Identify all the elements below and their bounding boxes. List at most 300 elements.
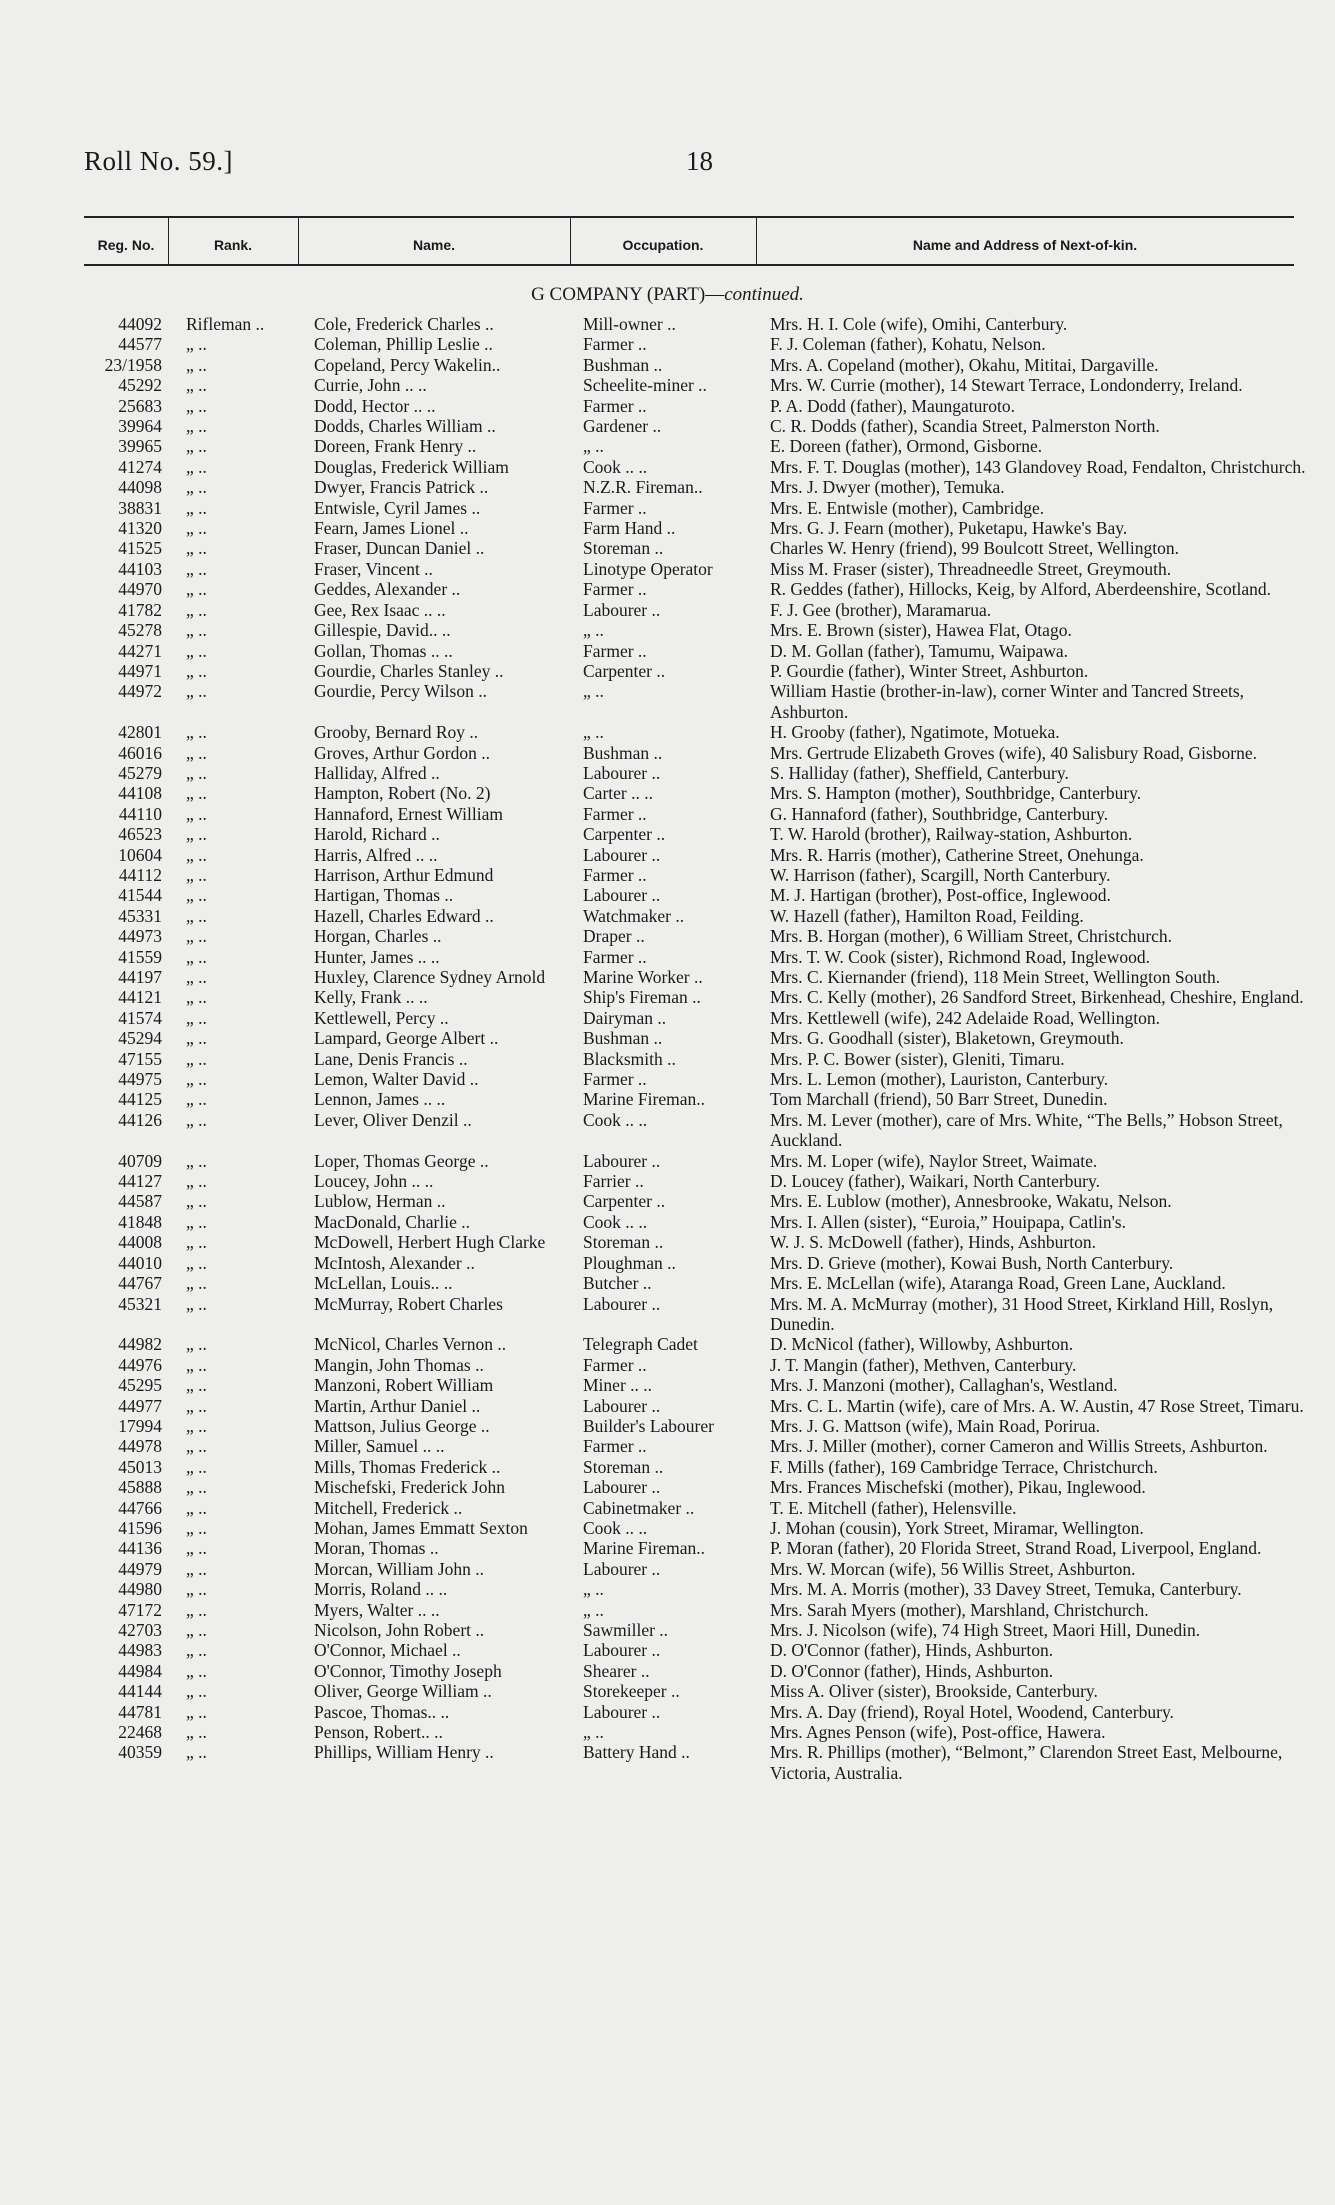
name-cell: Lemon, Walter David ..: [314, 1069, 479, 1090]
rank-cell: „ ..: [186, 1620, 207, 1640]
occupation-cell: Sawmiller ..: [583, 1620, 669, 1640]
occupation-cell: Cook .. ..: [583, 1211, 648, 1232]
roll-table-body: [84, 314, 1316, 1783]
rank-cell: „ ..: [186, 987, 207, 1008]
reg-number-cell: 44978: [118, 1436, 162, 1457]
reg-number-cell: 44010: [118, 1252, 162, 1273]
occupation-cell: Carpenter ..: [583, 660, 666, 681]
next-of-kin-cell: G. Hannaford (father), Southbridge, Canterbury.: [770, 803, 1109, 824]
occupation-cell: Farmer ..: [583, 946, 647, 967]
next-of-kin-cell: Mrs. R. Phillips (mother), “Belmont,” Clarendon Street East, Melbourne, Victoria, Australia.: [770, 1742, 1283, 1783]
roll-table: [84, 314, 1316, 1783]
rank-cell: „ ..: [186, 946, 207, 967]
table-row: [84, 1008, 1316, 1028]
next-of-kin-cell: Mrs. A. Copeland (mother), Okahu, Mititai, Dargaville.: [770, 354, 1159, 375]
rank-cell: „ ..: [186, 1436, 207, 1457]
rank-cell: Rifleman ..: [186, 314, 265, 334]
occupation-cell: Farmer ..: [583, 395, 647, 416]
reg-number-cell: 39964: [118, 416, 162, 437]
reg-number-cell: 39965: [118, 436, 162, 457]
name-cell: Morris, Roland .. ..: [314, 1579, 448, 1600]
name-cell: Hannaford, Ernest William: [314, 803, 503, 824]
next-of-kin-cell: H. Grooby (father), Ngatimote, Motueka.: [770, 722, 1060, 743]
next-of-kin-cell: Mrs. I. Allen (sister), “Euroia,” Houipapa, Catlin's.: [770, 1211, 1126, 1232]
rank-cell: „ ..: [186, 375, 207, 396]
rank-cell: „ ..: [186, 681, 207, 702]
name-cell: Gollan, Thomas .. ..: [314, 640, 453, 661]
reg-number-cell: 41848: [118, 1211, 162, 1232]
table-row: [84, 1661, 1316, 1681]
reg-number-cell: 44979: [118, 1558, 162, 1579]
name-cell: Oliver, George William ..: [314, 1681, 492, 1702]
table-row: [84, 1355, 1316, 1375]
table-row: [84, 1640, 1316, 1660]
table-row: [84, 1028, 1316, 1048]
rank-cell: „ ..: [186, 620, 207, 641]
name-cell: Horgan, Charles ..: [314, 926, 442, 947]
next-of-kin-cell: T. E. Mitchell (father), Helensville.: [770, 1497, 1017, 1518]
rank-cell: „ ..: [186, 1558, 207, 1579]
next-of-kin-cell: P. Moran (father), 20 Florida Street, Strand Road, Liverpool, England.: [770, 1538, 1262, 1559]
reg-number-cell: 45278: [118, 620, 162, 641]
rank-cell: „ ..: [186, 1681, 207, 1702]
next-of-kin-cell: Mrs. W. Currie (mother), 14 Stewart Terrace, Londonderry, Ireland.: [770, 375, 1243, 396]
rank-cell: „ ..: [186, 1028, 207, 1049]
next-of-kin-cell: J. T. Mangin (father), Methven, Canterbury.: [770, 1354, 1077, 1375]
reg-number-cell: 45888: [118, 1477, 162, 1498]
rank-cell: „ ..: [186, 518, 207, 539]
name-cell: Mitchell, Frederick ..: [314, 1497, 463, 1518]
roll-number: Roll No. 59.]: [84, 146, 234, 176]
name-cell: Harris, Alfred .. ..: [314, 844, 438, 865]
occupation-cell: Bushman ..: [583, 1028, 663, 1049]
name-cell: Dodd, Hector .. ..: [314, 395, 436, 416]
next-of-kin-cell: D. M. Gollan (father), Tamumu, Waipawa.: [770, 640, 1069, 661]
next-of-kin-cell: J. Mohan (cousin), York Street, Miramar, Wellington.: [770, 1517, 1144, 1538]
next-of-kin-cell: Mrs. E. McLellan (wife), Ataranga Road, Green Lane, Auckland.: [770, 1273, 1226, 1294]
table-row: [84, 1171, 1316, 1191]
reg-number-cell: 45295: [118, 1375, 162, 1396]
next-of-kin-cell: Mrs. J. G. Mattson (wife), Main Road, Porirua.: [770, 1415, 1101, 1436]
table-row: [84, 1457, 1316, 1477]
name-cell: Currie, John .. ..: [314, 375, 427, 396]
name-cell: Fraser, Vincent ..: [314, 558, 433, 579]
occupation-cell: Builder's Labourer: [583, 1415, 714, 1436]
rank-cell: „ ..: [186, 1069, 207, 1090]
reg-number-cell: 44127: [118, 1171, 162, 1192]
table-row: [84, 1375, 1316, 1395]
reg-number-cell: 44972: [118, 681, 162, 702]
name-cell: Grooby, Bernard Roy ..: [314, 722, 479, 743]
reg-number-cell: 46523: [118, 824, 162, 845]
rank-cell: „ ..: [186, 1599, 207, 1620]
reg-number-cell: 44136: [118, 1538, 162, 1559]
reg-number-cell: 44577: [118, 334, 162, 355]
rank-cell: „ ..: [186, 783, 207, 804]
name-cell: Lever, Oliver Denzil ..: [314, 1109, 472, 1130]
rank-cell: „ ..: [186, 354, 207, 375]
reg-number-cell: 44098: [118, 477, 162, 498]
name-cell: O'Connor, Michael ..: [314, 1640, 461, 1661]
reg-number-cell: 44975: [118, 1069, 162, 1090]
reg-number-cell: 44092: [118, 314, 162, 334]
name-cell: Hartigan, Thomas ..: [314, 885, 454, 906]
reg-number-cell: 44971: [118, 660, 162, 681]
rank-cell: „ ..: [186, 1538, 207, 1559]
next-of-kin-cell: Mrs. M. A. McMurray (mother), 31 Hood Street, Kirkland Hill, Roslyn, Dunedin.: [770, 1293, 1274, 1334]
table-row: [84, 906, 1316, 926]
reg-number-cell: 44781: [118, 1701, 162, 1722]
rank-cell: „ ..: [186, 477, 207, 498]
table-row: [84, 661, 1316, 681]
name-cell: Mangin, John Thomas ..: [314, 1354, 484, 1375]
occupation-cell: Labourer ..: [583, 599, 661, 620]
occupation-cell: Farmer ..: [583, 864, 647, 885]
name-cell: Miller, Samuel .. ..: [314, 1436, 445, 1457]
next-of-kin-cell: Mrs. Gertrude Elizabeth Groves (wife), 40 Salisbury Road, Gisborne.: [770, 742, 1257, 763]
reg-number-cell: 41274: [118, 456, 162, 477]
table-row: [84, 1600, 1316, 1620]
occupation-cell: N.Z.R. Fireman..: [583, 477, 703, 498]
name-cell: MacDonald, Charlie ..: [314, 1211, 470, 1232]
reg-number-cell: 45013: [118, 1456, 162, 1477]
occupation-cell: Marine Fireman..: [583, 1089, 705, 1110]
reg-number-cell: 44126: [118, 1109, 162, 1130]
name-cell: Halliday, Alfred ..: [314, 762, 440, 783]
next-of-kin-cell: D. O'Connor (father), Hinds, Ashburton.: [770, 1640, 1054, 1661]
rank-cell: „ ..: [186, 1252, 207, 1273]
next-of-kin-cell: R. Geddes (father), Hillocks, Keig, by Alford, Aberdeenshire, Scotland.: [770, 579, 1272, 600]
occupation-cell: Farmer ..: [583, 579, 647, 600]
name-cell: Hazell, Charles Edward ..: [314, 905, 494, 926]
reg-number-cell: 44121: [118, 987, 162, 1008]
reg-number-cell: 22468: [118, 1722, 162, 1743]
rank-cell: „ ..: [186, 1477, 207, 1498]
name-cell: Lennon, James .. ..: [314, 1089, 446, 1110]
section-title: G COMPANY (PART)—: [531, 284, 725, 305]
rank-cell: „ ..: [186, 1395, 207, 1416]
occupation-cell: Labourer ..: [583, 1293, 661, 1314]
reg-number-cell: 41782: [118, 599, 162, 620]
name-cell: Mills, Thomas Frederick ..: [314, 1456, 501, 1477]
table-row: [84, 1232, 1316, 1252]
name-cell: Fraser, Duncan Daniel ..: [314, 538, 485, 559]
table-row: [84, 1049, 1316, 1069]
reg-number-cell: 44983: [118, 1640, 162, 1661]
name-cell: Penson, Robert.. ..: [314, 1722, 443, 1743]
rank-cell: „ ..: [186, 926, 207, 947]
reg-number-cell: 44970: [118, 579, 162, 600]
next-of-kin-cell: Mrs. J. Manzoni (mother), Callaghan's, Westland.: [770, 1375, 1118, 1396]
reg-number-cell: 40709: [118, 1150, 162, 1171]
column-header-rank: Rank.: [213, 237, 253, 253]
reg-number-cell: 17994: [118, 1415, 162, 1436]
next-of-kin-cell: Mrs. H. I. Cole (wife), Omihi, Canterbury.: [770, 314, 1068, 334]
reg-number-cell: 41525: [118, 538, 162, 559]
reg-number-cell: 44587: [118, 1191, 162, 1212]
table-row: [84, 559, 1316, 579]
next-of-kin-cell: Mrs. M. Lever (mother), care of Mrs. White, “The Bells,” Hobson Street, Auckland.: [770, 1109, 1283, 1151]
reg-number-cell: 42801: [118, 722, 162, 743]
section-heading: [0, 284, 1335, 306]
reg-number-cell: 41320: [118, 518, 162, 539]
rank-cell: „ ..: [186, 640, 207, 661]
next-of-kin-cell: Mrs. G. J. Fearn (mother), Puketapu, Hawke's Bay.: [770, 518, 1128, 539]
header-top-rule: [84, 216, 1294, 218]
next-of-kin-cell: Mrs. G. Goodhall (sister), Blaketown, Greymouth.: [770, 1028, 1124, 1049]
name-cell: Gillespie, David.. ..: [314, 620, 451, 641]
occupation-cell: Draper ..: [583, 926, 645, 947]
table-row: [84, 1742, 1316, 1783]
name-cell: McMurray, Robert Charles: [314, 1293, 503, 1314]
name-cell: Hampton, Robert (No. 2): [314, 783, 491, 804]
column-header-occupation: Occupation.: [622, 237, 704, 253]
rank-cell: „ ..: [186, 558, 207, 579]
occupation-cell: Labourer ..: [583, 1640, 661, 1661]
table-row: [84, 579, 1316, 599]
rank-cell: „ ..: [186, 1375, 207, 1396]
table-row: [84, 926, 1316, 946]
rank-cell: „ ..: [186, 395, 207, 416]
name-cell: Mischefski, Frederick John: [314, 1477, 506, 1498]
rank-cell: „ ..: [186, 1701, 207, 1722]
table-row: [84, 1538, 1316, 1558]
occupation-cell: Cook .. ..: [583, 1109, 648, 1130]
name-cell: O'Connor, Timothy Joseph: [314, 1660, 502, 1681]
table-row: [84, 1620, 1316, 1640]
occupation-cell: „ ..: [583, 436, 604, 457]
occupation-cell: Labourer ..: [583, 1395, 661, 1416]
next-of-kin-cell: Mrs. E. Lublow (mother), Annesbrooke, Wakatu, Nelson.: [770, 1191, 1172, 1212]
next-of-kin-cell: Mrs. M. A. Morris (mother), 33 Davey Street, Temuka, Canterbury.: [770, 1579, 1242, 1600]
next-of-kin-cell: Charles W. Henry (friend), 99 Boulcott Street, Wellington.: [770, 538, 1179, 559]
occupation-cell: Ploughman ..: [583, 1252, 676, 1273]
rank-cell: „ ..: [186, 1415, 207, 1436]
reg-number-cell: 45294: [118, 1028, 162, 1049]
occupation-cell: Labourer ..: [583, 1150, 661, 1171]
table-row: [84, 1559, 1316, 1579]
next-of-kin-cell: Mrs. J. Nicolson (wife), 74 High Street, Maori Hill, Dunedin.: [770, 1620, 1201, 1640]
next-of-kin-cell: P. A. Dodd (father), Maungaturoto.: [770, 395, 1015, 416]
table-row: [84, 1212, 1316, 1232]
rank-cell: „ ..: [186, 1640, 207, 1661]
occupation-cell: Battery Hand ..: [583, 1742, 690, 1763]
name-cell: Dodds, Charles William ..: [314, 416, 496, 437]
table-row: [84, 1294, 1316, 1335]
name-cell: Pascoe, Thomas.. ..: [314, 1701, 450, 1722]
name-cell: Mohan, James Emmatt Sexton: [314, 1517, 528, 1538]
name-cell: Douglas, Frederick William: [314, 456, 509, 477]
table-row: [84, 1702, 1316, 1722]
occupation-cell: „ ..: [583, 1722, 604, 1743]
column-header-reg-no: Reg. No.: [97, 237, 155, 253]
occupation-cell: Cabinetmaker ..: [583, 1497, 695, 1518]
occupation-cell: Cook .. ..: [583, 1517, 648, 1538]
rank-cell: „ ..: [186, 579, 207, 600]
name-cell: Fearn, James Lionel ..: [314, 518, 469, 539]
next-of-kin-cell: D. McNicol (father), Willowby, Ashburton.: [770, 1334, 1074, 1355]
reg-number-cell: 44110: [118, 803, 162, 824]
next-of-kin-cell: Mrs. W. Morcan (wife), 56 Willis Street, Ashburton.: [770, 1558, 1136, 1579]
reg-number-cell: 41574: [118, 1007, 162, 1028]
table-row: [84, 804, 1316, 824]
reg-number-cell: 44144: [118, 1681, 162, 1702]
next-of-kin-cell: Mrs. C. Kiernander (friend), 118 Mein Street, Wellington South.: [770, 967, 1221, 987]
table-row: [84, 1477, 1316, 1497]
next-of-kin-cell: Mrs. Sarah Myers (mother), Marshland, Christchurch.: [770, 1599, 1149, 1620]
rank-cell: „ ..: [186, 334, 207, 355]
occupation-cell: Telegraph Cadet: [583, 1334, 698, 1355]
occupation-cell: Farmer ..: [583, 1069, 647, 1090]
table-row: [84, 457, 1316, 477]
rank-cell: „ ..: [186, 1171, 207, 1192]
occupation-cell: Dairyman ..: [583, 1007, 667, 1028]
next-of-kin-cell: W. Harrison (father), Scargill, North Canterbury.: [770, 864, 1111, 885]
rank-cell: „ ..: [186, 967, 207, 987]
next-of-kin-cell: Mrs. C. Kelly (mother), 26 Sandford Street, Birkenhead, Cheshire, England.: [770, 987, 1304, 1008]
next-of-kin-cell: Mrs. E. Entwisle (mother), Cambridge.: [770, 497, 1045, 518]
reg-number-cell: 44766: [118, 1497, 162, 1518]
table-row: [84, 743, 1316, 763]
reg-number-cell: 41544: [118, 885, 162, 906]
occupation-cell: Carter .. ..: [583, 783, 653, 804]
column-header-next-of-kin: Name and Address of Next-of-kin.: [912, 237, 1138, 253]
next-of-kin-cell: F. Mills (father), 169 Cambridge Terrace, Christchurch.: [770, 1456, 1158, 1477]
reg-number-cell: 44980: [118, 1579, 162, 1600]
next-of-kin-cell: Mrs. M. Loper (wife), Naylor Street, Waimate.: [770, 1150, 1098, 1171]
table-row: [84, 1518, 1316, 1538]
next-of-kin-cell: Mrs. A. Day (friend), Royal Hotel, Woodend, Canterbury.: [770, 1701, 1174, 1722]
name-cell: Dwyer, Francis Patrick ..: [314, 477, 489, 498]
rank-cell: „ ..: [186, 1150, 207, 1171]
occupation-cell: Butcher ..: [583, 1273, 652, 1294]
occupation-cell: Farmer ..: [583, 803, 647, 824]
occupation-cell: Farrier ..: [583, 1171, 644, 1192]
reg-number-cell: 10604: [118, 844, 162, 865]
reg-number-cell: 45292: [118, 375, 162, 396]
reg-number-cell: 44008: [118, 1232, 162, 1253]
occupation-cell: Marine Worker ..: [583, 967, 703, 987]
rank-cell: „ ..: [186, 1334, 207, 1355]
name-cell: Harold, Richard ..: [314, 824, 440, 845]
table-row: [84, 1498, 1316, 1518]
next-of-kin-cell: Mrs. Frances Mischefski (mother), Pikau, Inglewood.: [770, 1477, 1146, 1498]
rank-cell: „ ..: [186, 436, 207, 457]
table-row: [84, 1334, 1316, 1354]
name-cell: Doreen, Frank Henry ..: [314, 436, 477, 457]
next-of-kin-cell: P. Gourdie (father), Winter Street, Ashburton.: [770, 660, 1089, 681]
table-row: [84, 885, 1316, 905]
occupation-cell: Farmer ..: [583, 334, 647, 355]
table-row: [84, 1436, 1316, 1456]
next-of-kin-cell: Mrs. F. T. Douglas (mother), 143 Glandovey Road, Fendalton, Christchurch.: [770, 456, 1306, 477]
reg-number-cell: 44984: [118, 1660, 162, 1681]
table-row: [84, 334, 1316, 354]
rank-cell: „ ..: [186, 1211, 207, 1232]
rank-cell: „ ..: [186, 1497, 207, 1518]
next-of-kin-cell: Miss A. Oliver (sister), Brookside, Canterbury.: [770, 1681, 1098, 1702]
reg-number-cell: 44112: [118, 864, 162, 885]
table-row: [84, 416, 1316, 436]
table-row: [84, 436, 1316, 456]
occupation-cell: Farmer ..: [583, 1436, 647, 1457]
table-row: [84, 1579, 1316, 1599]
rank-cell: „ ..: [186, 1579, 207, 1600]
name-cell: McNicol, Charles Vernon ..: [314, 1334, 507, 1355]
rank-cell: „ ..: [186, 803, 207, 824]
rank-cell: „ ..: [186, 1293, 207, 1314]
next-of-kin-cell: Mrs. J. Dwyer (mother), Temuka.: [770, 477, 1005, 498]
name-cell: Moran, Thomas ..: [314, 1538, 439, 1559]
header-bottom-rule: [84, 264, 1294, 266]
reg-number-cell: 41596: [118, 1517, 162, 1538]
reg-number-cell: 23/1958: [104, 354, 162, 375]
table-row: [84, 396, 1316, 416]
rank-cell: „ ..: [186, 660, 207, 681]
reg-number-cell: 45331: [118, 905, 162, 926]
occupation-cell: Storeman ..: [583, 538, 664, 559]
reg-number-cell: 44973: [118, 926, 162, 947]
name-cell: Kelly, Frank .. ..: [314, 987, 428, 1008]
occupation-cell: Shearer ..: [583, 1660, 650, 1681]
rank-cell: „ ..: [186, 416, 207, 437]
rank-cell: „ ..: [186, 885, 207, 906]
occupation-cell: Blacksmith ..: [583, 1048, 676, 1069]
name-cell: Lublow, Herman ..: [314, 1191, 446, 1212]
reg-number-cell: 38831: [118, 497, 162, 518]
rank-cell: „ ..: [186, 864, 207, 885]
table-row: [84, 1151, 1316, 1171]
name-cell: Martin, Arthur Daniel ..: [314, 1395, 481, 1416]
rank-cell: „ ..: [186, 905, 207, 926]
occupation-cell: Carpenter ..: [583, 824, 666, 845]
rank-cell: „ ..: [186, 1191, 207, 1212]
next-of-kin-cell: C. R. Dodds (father), Scandia Street, Palmerston North.: [770, 416, 1160, 437]
name-cell: Gourdie, Percy Wilson ..: [314, 681, 487, 702]
table-row: [84, 1722, 1316, 1742]
rank-cell: „ ..: [186, 1109, 207, 1130]
occupation-cell: Farmer ..: [583, 497, 647, 518]
rank-cell: „ ..: [186, 599, 207, 620]
next-of-kin-cell: Mrs. C. L. Martin (wife), care of Mrs. A. W. Austin, 47 Rose Street, Timaru.: [770, 1395, 1304, 1416]
name-cell: McLellan, Louis.. ..: [314, 1273, 453, 1294]
reg-number-cell: 44977: [118, 1395, 162, 1416]
rank-cell: „ ..: [186, 824, 207, 845]
name-cell: McIntosh, Alexander ..: [314, 1252, 475, 1273]
section-continued: continued.: [724, 284, 804, 305]
reg-number-cell: 45279: [118, 762, 162, 783]
next-of-kin-cell: S. Halliday (father), Sheffield, Canterbury.: [770, 762, 1069, 783]
table-row: [84, 1416, 1316, 1436]
page-number: 18: [686, 146, 713, 176]
reg-number-cell: 46016: [118, 742, 162, 763]
name-cell: Entwisle, Cyril James ..: [314, 497, 481, 518]
column-header-name: Name.: [412, 237, 456, 253]
occupation-cell: Watchmaker ..: [583, 905, 685, 926]
reg-number-cell: 47172: [118, 1599, 162, 1620]
table-row: [84, 355, 1316, 375]
table-row: [84, 375, 1316, 395]
rank-cell: „ ..: [186, 456, 207, 477]
reg-number-cell: 44982: [118, 1334, 162, 1355]
occupation-cell: Labourer ..: [583, 885, 661, 906]
occupation-cell: Bushman ..: [583, 742, 663, 763]
occupation-cell: Bushman ..: [583, 354, 663, 375]
next-of-kin-cell: Mrs. T. W. Cook (sister), Richmond Road, Inglewood.: [770, 946, 1150, 967]
table-row: [84, 824, 1316, 844]
next-of-kin-cell: F. J. Gee (brother), Maramarua.: [770, 599, 992, 620]
occupation-cell: Labourer ..: [583, 1701, 661, 1722]
